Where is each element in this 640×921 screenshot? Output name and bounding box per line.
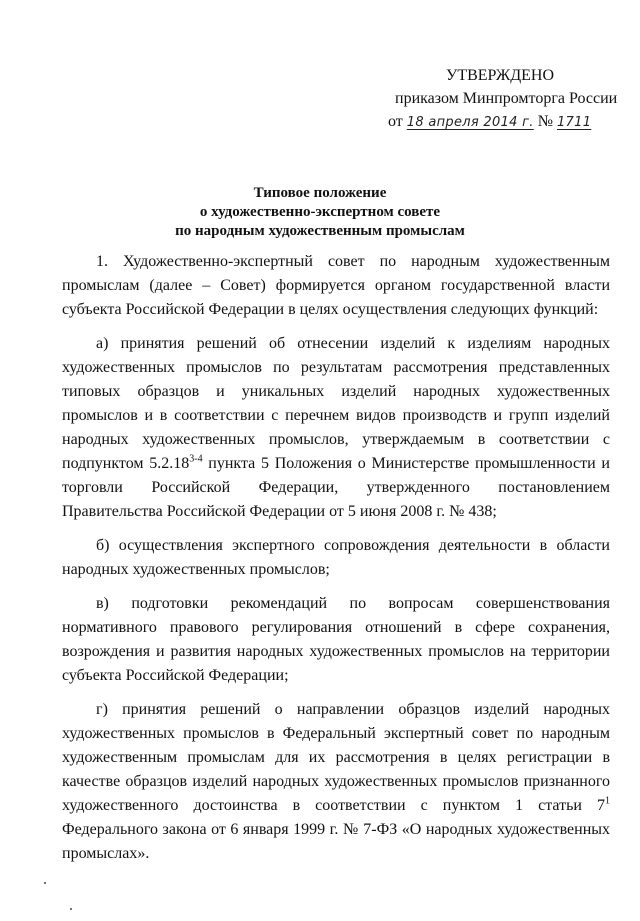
scan-artifact: [44, 882, 46, 884]
superscript-1: 1: [605, 795, 610, 807]
paragraph-g-text-2: Федерального закона от 6 января 1999 г. № 7-ФЗ «О народных художественных промыслах».: [62, 821, 610, 862]
heading-line-1: Типовое положение: [253, 185, 387, 201]
paragraph-1: 1. Художественно-экспертный совет по народным художественным промыслам (далее – Совет) формируется органом государственной власти субъекта Российской Федерации в целях осуществления следующих функций:: [62, 253, 610, 318]
number-prefix: №: [537, 113, 553, 130]
handwritten-date: 18 апреля 2014 г.: [406, 115, 534, 130]
approval-order-line: приказом Минпромторга России: [395, 90, 618, 107]
paragraph-a: [62, 332, 610, 524]
superscript-3-4: 3-4: [189, 453, 203, 465]
paragraph-g-text-1: г) принятия решений о направлении образцов изделий народных художественных промыслов в Федеральный экспертный совет по народным художественным промыслам для их рассмотрения в целях регистрации в качестве образцов изделий народных художественных промыслов признанного художественного достоинства в соответствии с пунктом 1 статьи 7: [62, 701, 610, 814]
date-prefix: от: [388, 113, 403, 130]
paragraph-v: в) подготовки рекомендаций по вопросам совершенствования нормативного правового регулирования отношений в сфере сохранения, возрождения и развития народных художественных промыслов на территории субъекта Российской Федерации;: [62, 595, 610, 684]
paragraph-b: б) осуществления экспертного сопровождения деятельности в области народных художественных промыслов;: [62, 537, 610, 578]
approval-title: УТВЕРЖДЕНО: [446, 67, 555, 84]
paragraph-a-text-2: пункта 5 Положения о Министерстве промышленности и торговли Российской Федерации, утвержденного постановлением Правительства Российской Федерации от 5 июня 2008 г. № 438;: [62, 455, 610, 520]
paragraph-g: [62, 698, 610, 866]
paragraph-a-text-1: а) принятия решений об отнесении изделий к изделиям народных художественных промыслов по результатам рассмотрения представленных типовых образцов и уникальных изделий народных художественных промыслов и в соответствии с перечнем видов производств и групп изделий народных художественных промыслов, утверждаемым в соответствии с подпунктом 5.2.18: [62, 335, 610, 472]
heading-line-2: о художественно-экспертном совете: [199, 204, 441, 220]
scan-artifact: [70, 908, 72, 910]
heading-line-3: по народным художественным промыслам: [175, 223, 465, 239]
approval-block: [388, 64, 628, 134]
document-body: [62, 250, 610, 876]
document-heading: [0, 184, 640, 241]
approval-date-line: [388, 110, 628, 134]
handwritten-number: 1711: [556, 115, 592, 130]
